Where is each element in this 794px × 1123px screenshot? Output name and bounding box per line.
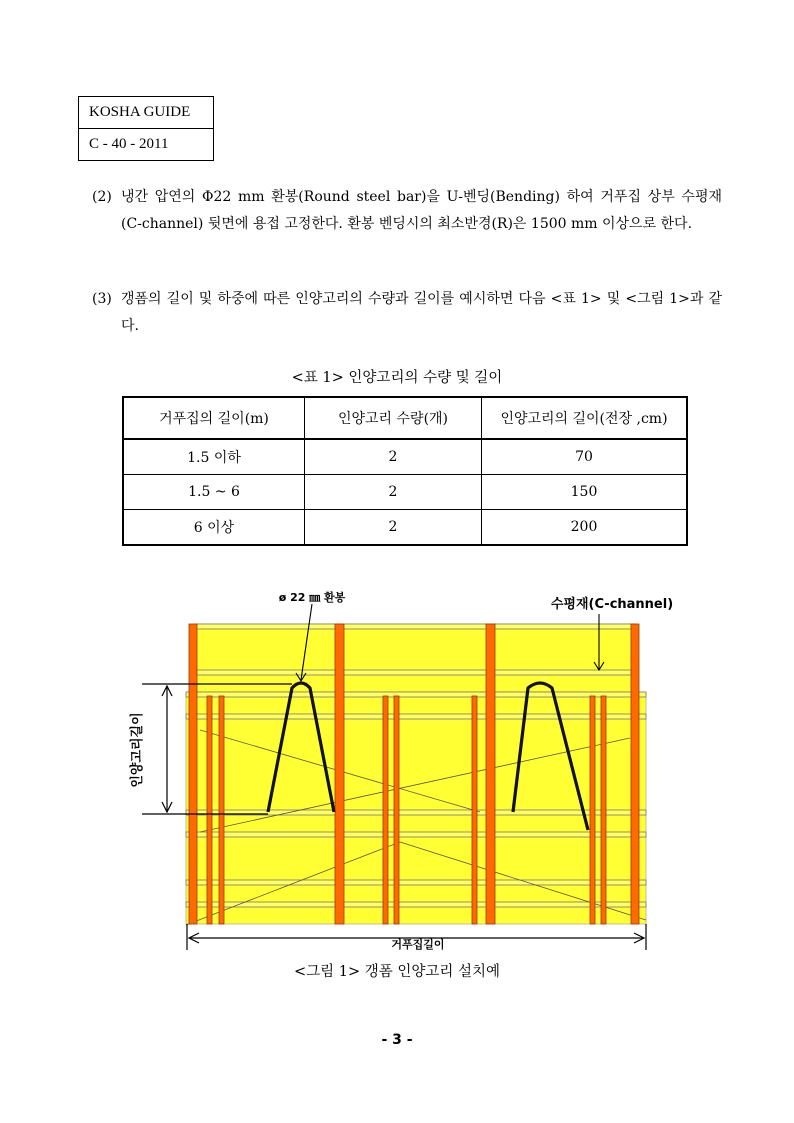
table-cell: 2 xyxy=(305,510,482,546)
paragraph-text: 갱폼의 길이 및 하중에 따른 인양고리의 수량과 길이를 예시하면 다음 <표 1> 및 <그림 1>과 같다. xyxy=(121,291,722,334)
header-cell: 인양고리의 길이(전장 ,cm) xyxy=(482,397,688,439)
form-panel-upper xyxy=(194,624,636,700)
guide-code: C - 40 - 2011 xyxy=(79,128,213,160)
table-cell: 2 xyxy=(305,475,482,510)
table-cell: 6 이상 xyxy=(123,510,305,546)
paragraph-2 xyxy=(92,184,722,238)
gang-form-figure xyxy=(0,580,794,960)
table-cell: 1.5 ~ 6 xyxy=(123,475,305,510)
paragraph-3 xyxy=(92,286,722,340)
header-cell: 거푸집의 길이(m) xyxy=(123,397,305,439)
figure-caption: <그림 1> 갱폼 인양고리 설치예 xyxy=(293,964,501,980)
table-cell: 2 xyxy=(305,439,482,475)
table-cell: 1.5 이하 xyxy=(123,439,305,475)
paragraph-number: (3) xyxy=(92,291,112,307)
table-header-row xyxy=(123,397,687,439)
table-cell: 150 xyxy=(482,475,688,510)
paragraph-number: (2) xyxy=(92,189,112,205)
hook-length-label: 인양고리길이 xyxy=(130,712,145,788)
table-row xyxy=(123,510,687,546)
form-length-label: 거푸집길이 xyxy=(391,938,445,951)
table-cell: 200 xyxy=(482,510,688,546)
form-panel-lower xyxy=(186,692,646,924)
table-cell: 70 xyxy=(482,439,688,475)
header-cell: 인양고리 수량(개) xyxy=(305,397,482,439)
table-row xyxy=(123,475,687,510)
page-number: - 3 - xyxy=(381,1032,413,1048)
paragraph-text: 냉간 압연의 Φ22 mm 환봉(Round steel bar)을 U-벤딩(Bending) 하여 거푸집 상부 수평재 (C-channel) 뒷면에 용접 고정한다. 환봉 벤딩시의 최소반경(R)은 1500 mm 이상으로 한다. xyxy=(121,189,722,232)
c-channel-label: 수평재(C-channel) xyxy=(550,597,674,612)
round-bar-label: ø 22 ㎜ 환봉 xyxy=(278,591,346,604)
table-row xyxy=(123,439,687,475)
table-caption: <표 1> 인양고리의 수량 및 길이 xyxy=(291,370,503,386)
document-code-box xyxy=(78,96,214,161)
guide-title: KOSHA GUIDE xyxy=(89,104,191,120)
hook-table xyxy=(122,396,688,546)
